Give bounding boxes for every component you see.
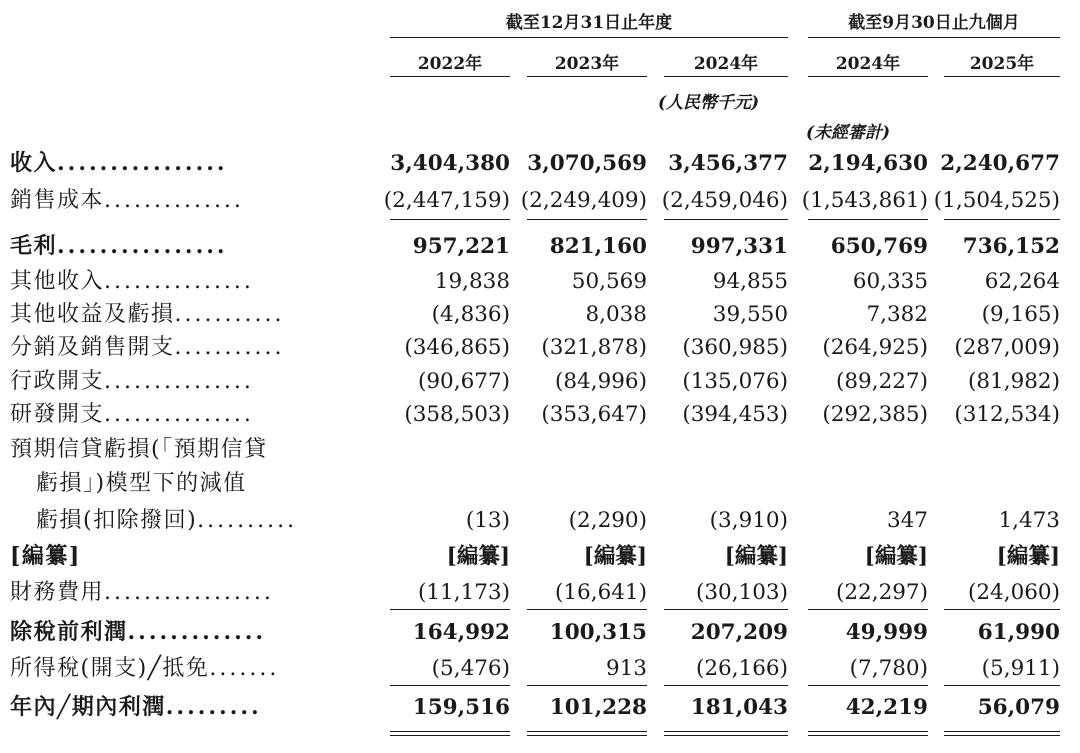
year-underline xyxy=(944,76,1060,77)
value-cell: 94,855 xyxy=(712,269,788,294)
table-row xyxy=(0,651,1080,686)
row-label xyxy=(36,466,247,501)
value-cell: (90,677) xyxy=(417,369,510,394)
value-cell: (135,076) xyxy=(682,369,788,394)
group-header-year-ended: 截至12月31日止年度 xyxy=(505,13,673,33)
row-label xyxy=(10,651,279,686)
row-label xyxy=(10,146,228,181)
value-cell: (11,173) xyxy=(417,580,510,605)
value-cell: (394,453) xyxy=(682,402,788,427)
row-label-text: [編纂] xyxy=(10,543,81,569)
leader-dots: ............... xyxy=(104,269,254,294)
row-label xyxy=(10,432,268,467)
value-cell: (26,166) xyxy=(695,656,788,681)
value-cell: 159,516 xyxy=(412,695,510,720)
value-cell: (9,165) xyxy=(981,302,1060,327)
value-cell: (7,780) xyxy=(849,656,928,681)
row-label-text: 年內╱期內利潤 xyxy=(10,694,166,720)
year-header-2024: 2024年 xyxy=(693,54,759,74)
value-cell: (346,865) xyxy=(404,335,510,360)
leader-dots: ....... xyxy=(209,656,280,681)
total-double-underline xyxy=(808,731,928,736)
value-cell: 207,209 xyxy=(690,620,788,645)
subtotal-underline xyxy=(527,685,647,686)
value-cell: (16,641) xyxy=(554,580,647,605)
row-label-text: 收入 xyxy=(10,150,58,176)
value-cell: (312,534) xyxy=(954,402,1060,427)
currency-note: (人民幣千元) xyxy=(658,93,760,113)
leader-dots: ................ xyxy=(57,150,228,176)
year-underline xyxy=(664,76,788,77)
subtotal-underline xyxy=(664,685,788,686)
group-header-nine-months: 截至9月30日止九個月 xyxy=(848,13,1020,33)
row-label-text: 所得稅(開支)╱抵免 xyxy=(10,656,210,681)
row-label xyxy=(10,229,228,264)
value-cell: 2,194,630 xyxy=(808,151,928,176)
leader-dots: ............. xyxy=(127,619,267,645)
row-label xyxy=(10,397,254,432)
subtotal-underline xyxy=(808,609,928,610)
leader-dots: ......... xyxy=(165,694,262,720)
table-row xyxy=(0,146,1080,181)
value-cell: 49,999 xyxy=(845,620,928,645)
value-cell: (5,476) xyxy=(431,656,510,681)
leader-dots: .............. xyxy=(104,188,244,213)
table-row xyxy=(0,229,1080,264)
value-cell: 60,335 xyxy=(852,269,928,294)
value-cell: (1,543,861) xyxy=(801,188,928,213)
value-cell xyxy=(512,432,647,467)
total-double-underline xyxy=(944,731,1060,736)
total-double-underline xyxy=(527,731,647,736)
leader-dots: ................. xyxy=(104,580,274,605)
value-cell: 347 xyxy=(886,508,928,533)
table-row xyxy=(0,539,1080,574)
table-row xyxy=(0,397,1080,432)
leader-dots: ........... xyxy=(174,335,285,360)
subtotal-underline xyxy=(944,685,1060,686)
value-cell: (30,103) xyxy=(695,580,788,605)
subtotal-underline xyxy=(808,219,928,220)
value-cell: 3,070,569 xyxy=(527,151,647,176)
value-cell xyxy=(930,466,1060,501)
row-label xyxy=(10,539,81,574)
table-row xyxy=(0,297,1080,332)
subtotal-underline xyxy=(527,609,647,610)
total-double-underline xyxy=(390,731,510,736)
value-cell: [編纂] xyxy=(724,544,788,569)
subtotal-underline xyxy=(390,685,510,686)
value-cell: (2,459,046) xyxy=(661,188,788,213)
value-cell: 997,331 xyxy=(690,234,788,259)
subtotal-underline xyxy=(390,609,510,610)
value-cell: 913 xyxy=(605,656,647,681)
row-label xyxy=(10,364,254,399)
year-header-2024-nine-months: 2024年 xyxy=(835,54,901,74)
value-cell xyxy=(650,466,788,501)
value-cell: 181,043 xyxy=(690,695,788,720)
table-row xyxy=(0,364,1080,399)
unaudited-note: (未經審計) xyxy=(806,123,891,143)
value-cell xyxy=(650,432,788,467)
table-row xyxy=(0,503,1080,538)
subtotal-underline xyxy=(808,685,928,686)
value-cell: (2,249,409) xyxy=(520,188,647,213)
value-cell: 7,382 xyxy=(866,302,928,327)
value-cell: (2,290) xyxy=(568,508,647,533)
row-label-text: 其他收入 xyxy=(10,269,105,294)
value-cell: 61,990 xyxy=(977,620,1060,645)
value-cell: 19,838 xyxy=(434,269,510,294)
row-label-text: 行政開支 xyxy=(10,369,105,394)
value-cell: 56,079 xyxy=(977,695,1060,720)
value-cell: (353,647) xyxy=(541,402,647,427)
value-cell: (360,985) xyxy=(682,335,788,360)
value-cell: (13) xyxy=(465,508,510,533)
table-row xyxy=(0,183,1080,218)
year-header-2023: 2023年 xyxy=(554,54,620,74)
leader-dots: ............... xyxy=(104,369,254,394)
row-label xyxy=(10,615,266,650)
row-label xyxy=(10,330,284,365)
year-underline xyxy=(390,76,510,77)
value-cell: [編纂] xyxy=(446,544,510,569)
value-cell: (2,447,159) xyxy=(383,188,510,213)
leader-dots: ........... xyxy=(174,302,285,327)
table-row xyxy=(0,575,1080,610)
row-label xyxy=(10,183,244,218)
subtotal-underline xyxy=(664,219,788,220)
total-double-underline xyxy=(664,731,788,736)
row-label-text: 除稅前利潤 xyxy=(10,619,128,645)
row-label xyxy=(10,297,284,332)
year-underline xyxy=(808,76,928,77)
table-row xyxy=(0,615,1080,650)
table-row xyxy=(0,466,1080,501)
row-label-text: 分銷及銷售開支 xyxy=(10,335,175,360)
row-label xyxy=(10,690,262,725)
value-cell: (4,836) xyxy=(431,302,510,327)
value-cell: [編纂] xyxy=(583,544,647,569)
value-cell: 821,160 xyxy=(549,234,647,259)
value-cell: 3,404,380 xyxy=(390,151,510,176)
table-row xyxy=(0,432,1080,467)
leader-dots: .......... xyxy=(197,508,298,533)
value-cell: 650,769 xyxy=(830,234,928,259)
table-row xyxy=(0,690,1080,725)
value-cell: 1,473 xyxy=(998,508,1060,533)
value-cell: 42,219 xyxy=(845,695,928,720)
value-cell: 100,315 xyxy=(549,620,647,645)
value-cell: (89,227) xyxy=(835,369,928,394)
value-cell: (22,297) xyxy=(835,580,928,605)
value-cell: (3,910) xyxy=(709,508,788,533)
row-label xyxy=(10,264,254,299)
value-cell: 164,992 xyxy=(412,620,510,645)
row-label xyxy=(36,503,297,538)
value-cell: 2,240,677 xyxy=(940,151,1060,176)
value-cell: 62,264 xyxy=(984,269,1060,294)
value-cell: 8,038 xyxy=(585,302,647,327)
value-cell: (264,925) xyxy=(822,335,928,360)
value-cell: (321,878) xyxy=(541,335,647,360)
row-label-text: 虧損」)模型下的減值 xyxy=(36,471,247,496)
value-cell: (81,982) xyxy=(967,369,1060,394)
value-cell: (292,385) xyxy=(822,402,928,427)
row-label-text: 預期信貸虧損(「預期信貸 xyxy=(10,437,268,462)
value-cell xyxy=(375,466,510,501)
value-cell: (84,996) xyxy=(554,369,647,394)
row-label xyxy=(10,575,274,610)
value-cell: 101,228 xyxy=(549,695,647,720)
row-label-text: 虧損(扣除撥回) xyxy=(36,508,198,533)
leader-dots: ............... xyxy=(104,402,254,427)
subtotal-underline xyxy=(944,219,1060,220)
value-cell xyxy=(790,432,928,467)
year-header-2022: 2022年 xyxy=(417,54,483,74)
subtotal-underline xyxy=(664,609,788,610)
row-label-text: 銷售成本 xyxy=(10,188,105,213)
value-cell: (1,504,525) xyxy=(933,188,1060,213)
value-cell: (24,060) xyxy=(967,580,1060,605)
year-underline xyxy=(527,76,647,77)
row-label-text: 研發開支 xyxy=(10,402,105,427)
value-cell: 39,550 xyxy=(712,302,788,327)
value-cell: 50,569 xyxy=(571,269,647,294)
value-cell: (5,911) xyxy=(981,656,1060,681)
value-cell: [編纂] xyxy=(864,544,928,569)
subtotal-underline xyxy=(527,219,647,220)
value-cell: (287,009) xyxy=(954,335,1060,360)
row-label-text: 毛利 xyxy=(10,233,58,259)
leader-dots: ................ xyxy=(57,233,228,259)
value-cell xyxy=(930,432,1060,467)
value-cell: 3,456,377 xyxy=(668,151,788,176)
table-row xyxy=(0,264,1080,299)
subtotal-underline xyxy=(944,609,1060,610)
value-cell: 736,152 xyxy=(962,234,1060,259)
group-underline-year-ended xyxy=(390,37,788,38)
group-underline-nine-months xyxy=(808,37,1060,38)
value-cell: (358,503) xyxy=(404,402,510,427)
value-cell: [編纂] xyxy=(996,544,1060,569)
value-cell xyxy=(375,432,510,467)
value-cell xyxy=(512,466,647,501)
value-cell xyxy=(790,466,928,501)
value-cell: 957,221 xyxy=(412,234,510,259)
row-label-text: 財務費用 xyxy=(10,580,105,605)
table-row xyxy=(0,330,1080,365)
row-label-text: 其他收益及虧損 xyxy=(10,302,175,327)
year-header-2025: 2025年 xyxy=(969,54,1035,74)
subtotal-underline xyxy=(390,219,510,220)
